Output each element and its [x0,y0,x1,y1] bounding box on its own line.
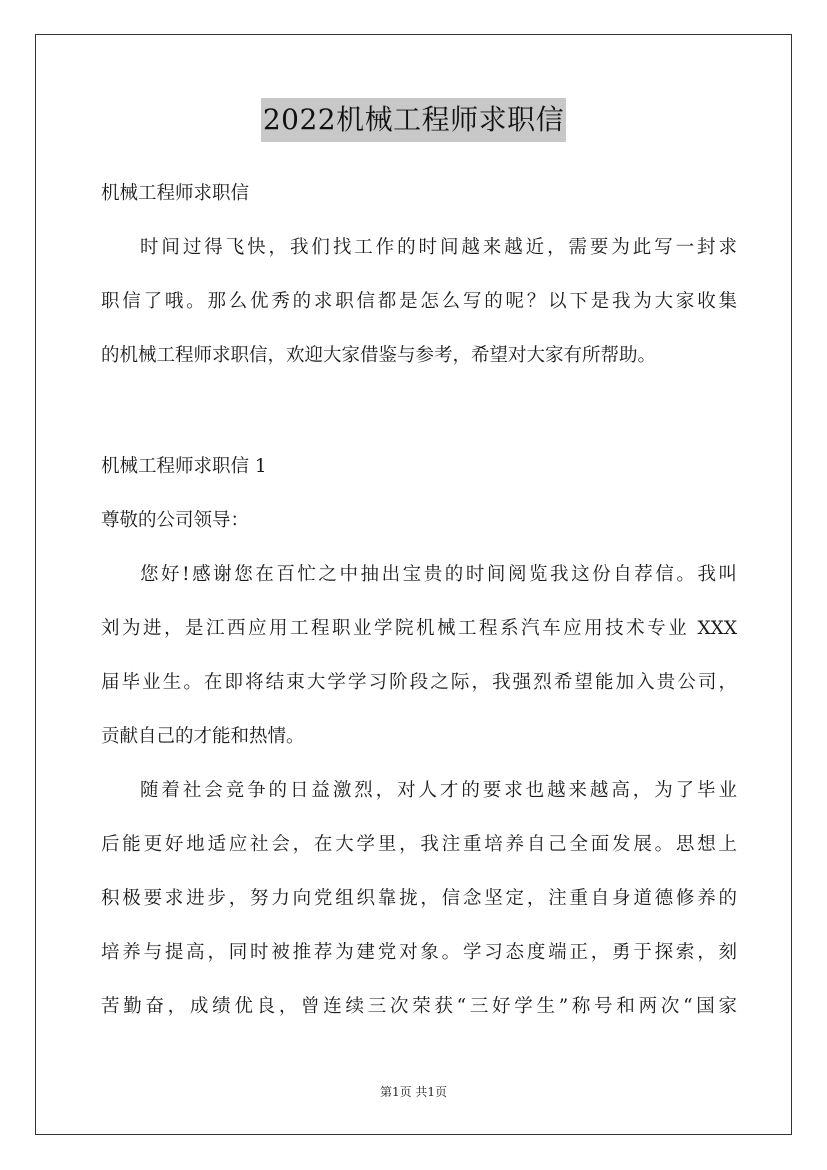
paragraph-line: 随着社会竞争的日益激烈，对人才的要求也越来越高，为了毕业 [140,780,737,801]
document-title: 2022机械工程师求职信 [261,98,566,142]
paragraph-line: 职信了哦。那么优秀的求职信都是怎么写的呢？以下是我为大家收集 [101,291,737,312]
paragraph-line: 的机械工程师求职信，欢迎大家借鉴与参考，希望对大家有所帮助。 [101,345,657,366]
page-number-footer: 第1页 共1页 [379,1085,448,1099]
paragraph-line: 苦勤奋，成绩优良，曾连续三次荣获“三好学生”称号和两次“国家 [101,996,737,1017]
paragraph-line: 培养与提高，同时被推荐为建党对象。学习态度端正，勇于探索，刻 [101,942,737,963]
salutation: 尊敬的公司领导： [101,510,250,531]
paragraph-line: 刘为进，是江西应用工程职业学院机械工程系汽车应用技术专业 XXX [101,618,737,639]
paragraph-line: 届毕业生。在即将结束大学学习阶段之际，我强烈希望能加入贵公司， [101,672,737,693]
section-heading: 机械工程师求职信 1 [101,456,267,477]
paragraph-line: 时间过得飞快，我们找工作的时间越来越近，需要为此写一封求 [140,237,737,258]
section-heading: 机械工程师求职信 [101,183,250,204]
paragraph-line: 积极要求进步，努力向党组织靠拢，信念坚定，注重自身道德修养的 [101,888,737,909]
paragraph-line: 贡献自己的才能和热情。 [101,726,305,747]
paragraph-line: 您好!感谢您在百忙之中抽出宝贵的时间阅览我这份自荐信。我叫 [140,564,737,585]
paragraph-line: 后能更好地适应社会，在大学里，我注重培养自己全面发展。思想上 [101,834,737,855]
title-container [0,98,827,142]
